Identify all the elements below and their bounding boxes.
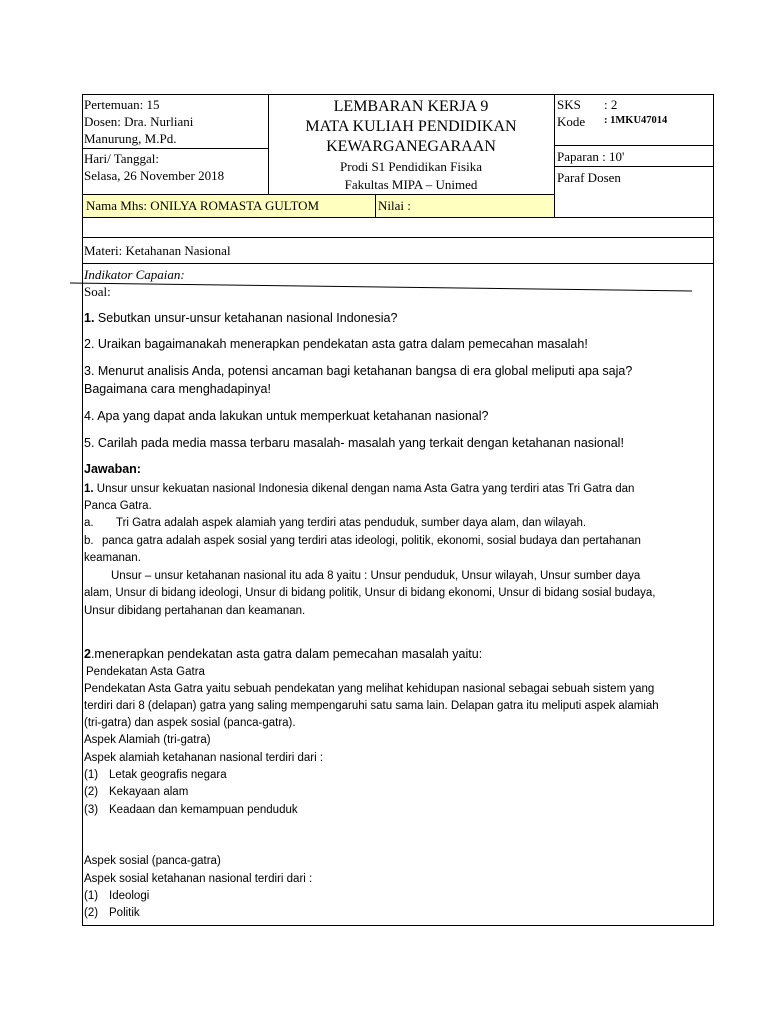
- question-2: 2. Uraikan bagaimanakah menerapkan pendekatan asta gatra dalam pemecahan masalah!: [84, 337, 588, 351]
- question-4: 4. Apa yang dapat anda lakukan untuk memperkuat ketahanan nasional?: [84, 409, 489, 423]
- questions-label: Soal:: [84, 284, 111, 299]
- question-1: 1. Sebutkan unsur-unsur ketahanan nasional Indonesia?: [84, 311, 398, 325]
- answer-2-paragraph: Pendekatan Asta Gatra yaitu sebuah pendekatan yang melihat kehidupan nasional sebagai sebuah sistem yang: [84, 683, 655, 695]
- list-item: Keadaan dan kemampuan penduduk: [109, 804, 298, 816]
- answer-1-item-b-cont: keamanan.: [84, 552, 141, 564]
- table-border-left: [82, 94, 83, 925]
- answer-1-item-b-marker: b.: [84, 535, 94, 547]
- grade-cell: [376, 195, 554, 217]
- grade-label: Nilai :: [378, 198, 411, 213]
- table-divider: [82, 263, 714, 264]
- list-item: Ideologi: [109, 890, 150, 902]
- study-program: Prodi S1 Pendidikan Fisika: [340, 159, 482, 174]
- answer-1: 1. Unsur unsur kekuatan nasional Indonesia dikenal dengan nama Asta Gatra yang terdiri atas Tri Gatra dan: [84, 483, 635, 495]
- answer-1-item-a-marker: a.: [84, 517, 94, 529]
- table-border-right: [713, 94, 714, 925]
- answer-1-paragraph: Unsur – unsur ketahanan nasional itu ada 8 yaitu : Unsur penduduk, Unsur wilayah, Unsur sumber daya: [111, 570, 641, 582]
- table-divider: [554, 145, 714, 146]
- answers-label: Jawaban:: [84, 462, 141, 476]
- social-aspect-intro: Aspek sosial ketahanan nasional terdiri dari :: [84, 873, 313, 885]
- lecturer-name: Dosen: Dra. Nurliani: [84, 114, 194, 129]
- table-divider: [82, 237, 714, 238]
- answer-1-item-b: panca gatra adalah aspek sosial yang terdiri atas ideologi, politik, ekonomi, sosial budaya dan pertahanan: [102, 535, 641, 547]
- topic: Materi: Ketahanan Nasional: [84, 243, 231, 258]
- lecturer-name-cont: Manurung, M.Pd.: [84, 131, 177, 146]
- student-name: Nama Mhs: ONILYA ROMASTA GULTOM: [86, 198, 320, 213]
- faculty: Fakultas MIPA – Unimed: [344, 177, 478, 192]
- answer-2-paragraph-end: (tri-gatra) dan aspek sosial (panca-gatra).: [84, 717, 296, 729]
- student-name-cell: [83, 195, 375, 217]
- date-label: Hari/ Tanggal:: [84, 151, 160, 166]
- lecturer-signature-label: Paraf Dosen: [557, 170, 621, 185]
- list-item-number: (3): [84, 804, 99, 816]
- list-item-number: (2): [84, 786, 99, 798]
- question-5: 5. Carilah pada media massa terbaru masalah- masalah yang terkait dengan ketahanan nasional!: [84, 436, 624, 450]
- question-3: 3. Menurut analisis Anda, potensi ancaman bagi ketahanan bangsa di era global meliputi apa saja?: [84, 364, 633, 378]
- answer-1-paragraph-cont: alam, Unsur di bidang ideologi, Unsur di bidang politik, Unsur di bidang ekonomi, Unsur di bidang sosial budaya,: [84, 587, 656, 599]
- list-item-number: (1): [84, 890, 99, 902]
- table-divider: [554, 166, 714, 167]
- answer-1-paragraph-end: Unsur dibidang pertahanan dan keamanan.: [84, 605, 306, 617]
- answer-1-item-a: Tri Gatra adalah aspek alamiah yang terdiri atas penduduk, sumber daya alam, dan wilayah.: [116, 517, 587, 529]
- worksheet-title: LEMBARAN KERJA 9: [333, 98, 489, 115]
- answer-2-heading: Pendekatan Asta Gatra: [86, 666, 205, 678]
- answer-1-cont: Panca Gatra.: [84, 500, 152, 512]
- social-aspect-heading: Aspek sosial (panca-gatra): [84, 855, 221, 867]
- code-label: Kode: [557, 114, 586, 129]
- table-divider: [554, 94, 555, 217]
- table-divider: [82, 148, 269, 149]
- list-item-number: (2): [84, 907, 99, 919]
- course-title-cont: KEWARGANEGARAAN: [326, 138, 496, 155]
- table-border-bottom: [82, 925, 714, 926]
- natural-aspect-heading: Aspek Alamiah (tri-gatra): [84, 734, 211, 746]
- answer-2-paragraph-cont: terdiri dari 8 (delapan) gatra yang saling mempengaruhi satu sama lain. Delapan gatra itu meliputi aspek alamiah: [84, 700, 659, 712]
- list-item: Politik: [109, 907, 140, 919]
- answer-2: 2.menerapkan pendekatan asta gatra dalam pemecahan masalah yaitu:: [84, 647, 483, 661]
- meeting-number: Pertemuan: 15: [84, 97, 160, 112]
- indicator-label: Indikator Capaian:: [84, 267, 185, 282]
- exposure-time: Paparan : 10': [557, 149, 625, 164]
- table-divider: [82, 217, 714, 218]
- list-item-number: (1): [84, 769, 99, 781]
- sks-value: : 2: [604, 97, 618, 112]
- date-value: Selasa, 26 November 2018: [84, 168, 225, 183]
- list-item: Kekayaan alam: [109, 786, 189, 798]
- code-value: : 1MKU47014: [604, 115, 668, 126]
- list-item: Letak geografis negara: [109, 769, 227, 781]
- question-3-cont: Bagaimana cara menghadapinya!: [84, 382, 271, 396]
- sks-label: SKS: [557, 97, 581, 112]
- natural-aspect-intro: Aspek alamiah ketahanan nasional terdiri dari :: [84, 752, 324, 764]
- table-border-top: [82, 94, 714, 95]
- course-title: MATA KULIAH PENDIDIKAN: [305, 118, 517, 135]
